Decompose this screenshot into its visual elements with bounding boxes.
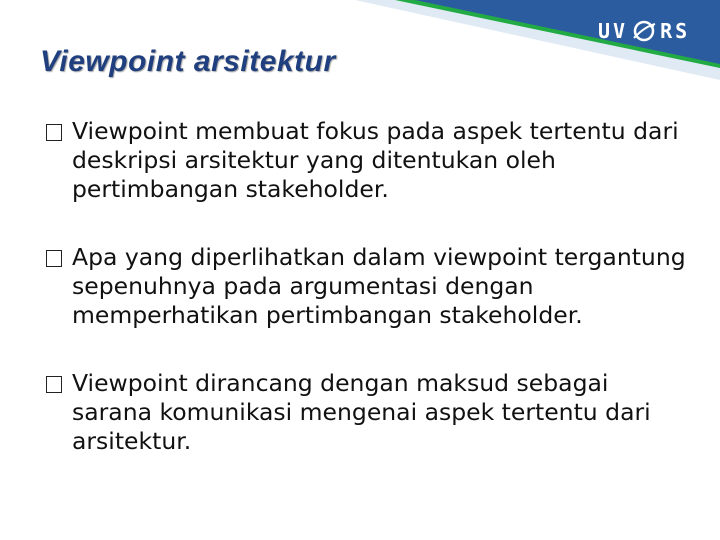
square-bullet-icon bbox=[46, 376, 62, 393]
uvers-logo bbox=[598, 14, 690, 48]
bullet-item bbox=[46, 117, 686, 204]
logo-text-right: RS bbox=[660, 19, 691, 43]
square-bullet-icon bbox=[46, 124, 62, 141]
globe-icon bbox=[631, 18, 657, 44]
bullet-text: Viewpoint membuat fokus pada aspek tertentu dari deskripsi arsitektur yang ditentukan oleh pertimbangan stakeholder. bbox=[72, 117, 679, 203]
bullet-list bbox=[46, 117, 686, 495]
slide-title: Viewpoint arsitektur bbox=[40, 45, 336, 78]
logo-text-left: UV bbox=[598, 19, 629, 43]
square-bullet-icon bbox=[46, 250, 62, 267]
bullet-item bbox=[46, 369, 686, 456]
bullet-item bbox=[46, 243, 686, 330]
bullet-text: Viewpoint dirancang dengan maksud sebagai sarana komunikasi mengenai aspek tertentu dari arsitektur. bbox=[72, 369, 651, 455]
bullet-text: Apa yang diperlihatkan dalam viewpoint tergantung sepenuhnya pada argumentasi dengan memperhatikan pertimbangan stakeholder. bbox=[72, 243, 686, 329]
